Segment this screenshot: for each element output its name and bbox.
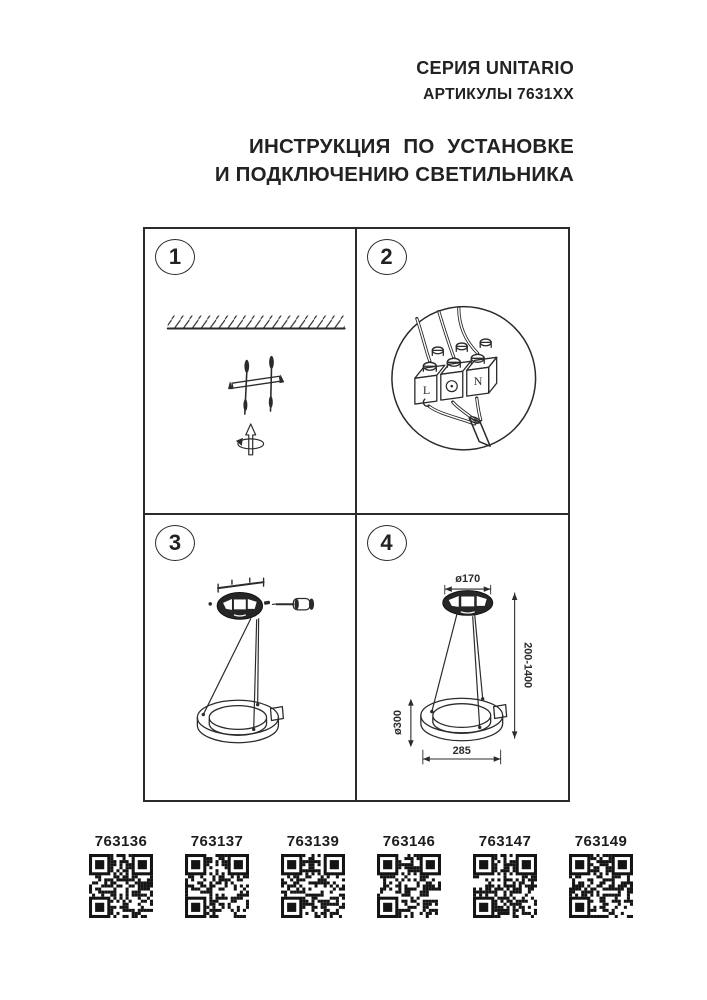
terminal-label-live: L xyxy=(422,383,430,398)
article-code: 763146 xyxy=(382,833,436,850)
article-code: 763147 xyxy=(478,833,532,850)
step-3-panel xyxy=(145,515,357,801)
ring-luminaire xyxy=(197,700,283,742)
header xyxy=(416,57,574,104)
article-item xyxy=(184,833,250,918)
mounting-bracket-screws xyxy=(228,356,284,414)
article-code: 763149 xyxy=(574,833,628,850)
qr-code xyxy=(281,854,345,918)
title-line-2: И ПОДКЛЮЧЕНИЮ СВЕТИЛЬНИКА xyxy=(214,163,574,187)
canopy xyxy=(217,592,262,619)
article-item xyxy=(376,833,442,918)
svg-text:285: 285 xyxy=(452,744,471,757)
step-2-panel xyxy=(357,229,569,515)
magnifier-circle xyxy=(391,307,535,450)
suspension-cables xyxy=(430,614,484,728)
qr-code xyxy=(89,854,153,918)
dim-ring-diameter xyxy=(391,698,413,746)
svg-text:ø300: ø300 xyxy=(391,709,404,735)
article-item xyxy=(568,833,634,918)
instruction-grid xyxy=(143,227,570,802)
dim-suspension-length xyxy=(511,593,533,738)
side-screw-right xyxy=(264,600,270,604)
svg-text:200-1400: 200-1400 xyxy=(521,641,534,688)
step-number-badge: 3 xyxy=(155,525,195,561)
article-item xyxy=(472,833,538,918)
step-number-badge: 4 xyxy=(367,525,407,561)
series-name: СЕРИЯ UNITARIO xyxy=(416,58,574,78)
page-title xyxy=(215,133,574,190)
qr-code xyxy=(185,854,249,918)
article-item xyxy=(88,833,154,918)
title-line-1: ИНСТРУКЦИЯ ПО УСТАНОВКЕ xyxy=(249,135,574,158)
qr-code xyxy=(569,854,633,918)
dim-ring-width xyxy=(422,745,500,764)
terminal-screws-back xyxy=(432,339,491,355)
ceiling-hatch xyxy=(168,316,345,329)
article-item xyxy=(280,833,346,918)
luminaire-cable xyxy=(423,398,490,446)
article-list xyxy=(88,833,634,918)
terminal-label-neutral: N xyxy=(473,374,482,389)
article-range: АРТИКУЛЫ 7631XX xyxy=(423,85,574,103)
step-number-badge: 1 xyxy=(155,239,195,275)
qr-code xyxy=(473,854,537,918)
supply-wires xyxy=(416,308,477,362)
rotation-arrow-icon xyxy=(236,424,264,455)
side-screw-left xyxy=(208,602,212,606)
article-code: 763137 xyxy=(190,833,244,850)
step-number-badge: 2 xyxy=(367,239,407,275)
article-code: 763136 xyxy=(94,833,148,850)
qr-code xyxy=(377,854,441,918)
step-4-panel xyxy=(357,515,569,801)
screwdriver-icon xyxy=(272,598,314,609)
step-1-panel xyxy=(145,229,357,515)
svg-text:ø170: ø170 xyxy=(454,572,480,585)
canopy xyxy=(442,590,492,615)
article-code: 763139 xyxy=(286,833,340,850)
ceiling-bracket xyxy=(218,578,263,592)
